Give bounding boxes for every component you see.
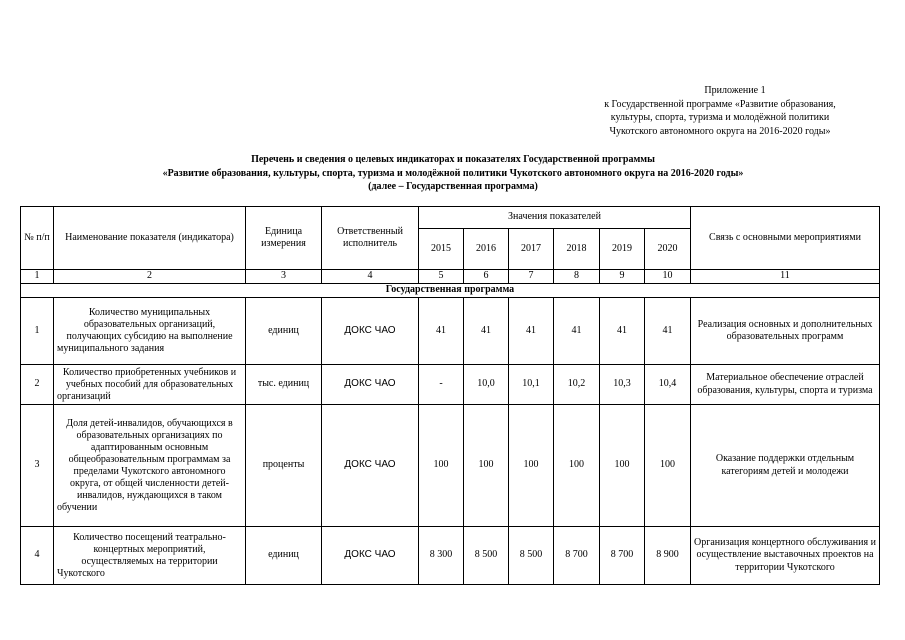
col-number: 1 bbox=[21, 270, 54, 284]
table-row bbox=[21, 405, 880, 527]
row-value: 10,0 bbox=[464, 365, 509, 405]
row-value: 100 bbox=[554, 405, 600, 527]
heading-line-3: (далее – Государственная программа) bbox=[368, 181, 538, 192]
row-value: 41 bbox=[554, 298, 600, 365]
row-value: 8 700 bbox=[554, 527, 600, 585]
row-value: 8 500 bbox=[464, 527, 509, 585]
heading-line-2: «Развитие образования, культуры, спорта, туризма и молодёжной политики Чукотского автономного округа на 2016-2020 годы» bbox=[162, 167, 744, 179]
row-value: 10,3 bbox=[600, 365, 645, 405]
header-executor: Ответственный исполнитель bbox=[322, 207, 419, 270]
section-title: Государственная программа bbox=[21, 284, 880, 298]
section-row bbox=[21, 284, 880, 298]
row-value: 100 bbox=[600, 405, 645, 527]
row-value: 41 bbox=[645, 298, 691, 365]
row-value: 41 bbox=[419, 298, 464, 365]
row-name: Количество посещений театрально-концертных мероприятий, осуществляемых на территории Чукотского bbox=[54, 527, 246, 585]
row-unit: единиц bbox=[246, 527, 322, 585]
header-year: 2018 bbox=[554, 229, 600, 270]
row-unit: проценты bbox=[246, 405, 322, 527]
row-link: Материальное обеспечение отраслей образования, культуры, спорта и туризма bbox=[691, 365, 880, 405]
row-value: 10,1 bbox=[509, 365, 554, 405]
row-value: 10,4 bbox=[645, 365, 691, 405]
header-year: 2020 bbox=[645, 229, 691, 270]
col-number: 2 bbox=[54, 270, 246, 284]
row-value: 8 900 bbox=[645, 527, 691, 585]
row-value: 100 bbox=[509, 405, 554, 527]
header-name: Наименование показателя (индикатора) bbox=[54, 207, 246, 270]
header-row-1 bbox=[21, 207, 880, 229]
document-heading bbox=[20, 153, 886, 194]
row-name: Количество приобретенных учебников и учебных пособий для образовательных организаций bbox=[54, 365, 246, 405]
row-num: 3 bbox=[21, 405, 54, 527]
row-value: 10,2 bbox=[554, 365, 600, 405]
table-row bbox=[21, 527, 880, 585]
row-value: 41 bbox=[509, 298, 554, 365]
col-number: 6 bbox=[464, 270, 509, 284]
appendix-line-1: к Государственной программе «Развитие образования, bbox=[604, 98, 836, 110]
row-name: Количество муниципальных образовательных организаций, получающих субсидию на выполнение муниципального задания bbox=[54, 298, 246, 365]
row-value: 8 500 bbox=[509, 527, 554, 585]
table-row bbox=[21, 298, 880, 365]
appendix-line-2: культуры, спорта, туризма и молодёжной политики bbox=[610, 112, 830, 123]
heading-line-1: Перечень и сведения о целевых индикаторах и показателях Государственной программы bbox=[251, 154, 655, 165]
col-number: 10 bbox=[645, 270, 691, 284]
col-number: 8 bbox=[554, 270, 600, 284]
row-unit: единиц bbox=[246, 298, 322, 365]
row-value: 100 bbox=[419, 405, 464, 527]
header-unit: Единица измерения bbox=[246, 207, 322, 270]
row-executor: ДОКС ЧАО bbox=[322, 405, 419, 527]
header-year: 2017 bbox=[509, 229, 554, 270]
row-link: Реализация основных и дополнительных образовательных программ bbox=[691, 298, 880, 365]
row-num: 4 bbox=[21, 527, 54, 585]
col-number: 11 bbox=[691, 270, 880, 284]
row-link: Организация концертного обслуживания и осуществление выставочных проектов на территории Чукотского bbox=[691, 527, 880, 585]
header-year: 2015 bbox=[419, 229, 464, 270]
row-value: 41 bbox=[464, 298, 509, 365]
table-row bbox=[21, 365, 880, 405]
row-num: 2 bbox=[21, 365, 54, 405]
header-year: 2016 bbox=[464, 229, 509, 270]
row-value: - bbox=[419, 365, 464, 405]
indicators-table bbox=[20, 206, 880, 585]
appendix-block bbox=[560, 84, 880, 138]
row-num: 1 bbox=[21, 298, 54, 365]
row-executor: ДОКС ЧАО bbox=[322, 298, 419, 365]
row-unit: тыс. единиц bbox=[246, 365, 322, 405]
row-value: 8 300 bbox=[419, 527, 464, 585]
row-value: 100 bbox=[645, 405, 691, 527]
appendix-title: Приложение 1 bbox=[704, 85, 766, 96]
row-value: 41 bbox=[600, 298, 645, 365]
header-num: № п/п bbox=[21, 207, 54, 270]
col-number: 9 bbox=[600, 270, 645, 284]
header-year: 2019 bbox=[600, 229, 645, 270]
header-link: Связь с основными мероприятиями bbox=[691, 207, 880, 270]
row-name: Доля детей-инвалидов, обучающихся в образовательных организациях по адаптированным основным общеобразовательным программам за пределами Чукотского автономного округа, от общей численности детей-инвалидов, нуждающихся в таком обучении bbox=[54, 405, 246, 527]
row-link: Оказание поддержки отдельным категориям детей и молодежи bbox=[691, 405, 880, 527]
header-values: Значения показателей bbox=[419, 207, 691, 229]
col-number: 7 bbox=[509, 270, 554, 284]
col-number: 4 bbox=[322, 270, 419, 284]
row-value: 100 bbox=[464, 405, 509, 527]
appendix-line-3: Чукотского автономного округа на 2016-2020 годы» bbox=[609, 125, 831, 137]
row-value: 8 700 bbox=[600, 527, 645, 585]
column-number-row bbox=[21, 270, 880, 284]
row-executor: ДОКС ЧАО bbox=[322, 365, 419, 405]
col-number: 3 bbox=[246, 270, 322, 284]
col-number: 5 bbox=[419, 270, 464, 284]
row-executor: ДОКС ЧАО bbox=[322, 527, 419, 585]
